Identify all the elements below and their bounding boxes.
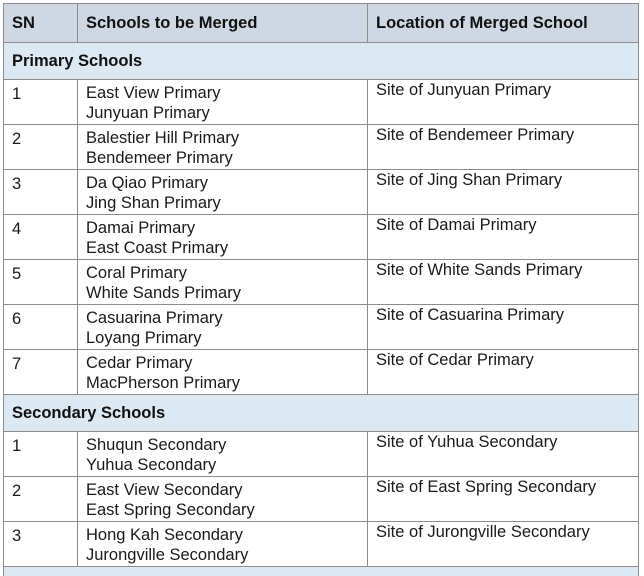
table-row [4, 522, 639, 567]
school-name: East View Secondary [86, 481, 243, 499]
table-row [4, 215, 639, 260]
school-name: Coral Primary [86, 264, 187, 282]
table-row [4, 350, 639, 395]
header-sn: SN [4, 4, 78, 43]
school-name: Cedar Primary [86, 354, 193, 372]
section-row-primary [4, 43, 639, 80]
row-sn: 5 [4, 260, 78, 305]
table-row [4, 125, 639, 170]
school-name: Junyuan Primary [86, 104, 210, 122]
school-name: Bendemeer Primary [86, 149, 233, 167]
row-schools [78, 432, 368, 477]
section-row-secondary [4, 395, 639, 432]
header-row [4, 4, 639, 43]
table-row [4, 80, 639, 125]
row-location: Site of Cedar Primary [368, 350, 639, 395]
row-sn: 2 [4, 477, 78, 522]
school-name: Shuqun Secondary [86, 436, 227, 454]
school-name: Jing Shan Primary [86, 194, 221, 212]
section-title: Primary Schools [4, 43, 639, 80]
row-location: Site of Jurongville Secondary [368, 522, 639, 567]
row-location: Site of Bendemeer Primary [368, 125, 639, 170]
row-sn: 1 [4, 80, 78, 125]
merger-table [3, 3, 639, 576]
row-location: Site of Junyuan Primary [368, 80, 639, 125]
school-name: White Sands Primary [86, 284, 241, 302]
header-location: Location of Merged School [368, 4, 639, 43]
row-sn: 7 [4, 350, 78, 395]
row-sn: 3 [4, 522, 78, 567]
row-location: Site of East Spring Secondary [368, 477, 639, 522]
school-name: Loyang Primary [86, 329, 202, 347]
school-name: Balestier Hill Primary [86, 129, 240, 147]
school-name: Hong Kah Secondary [86, 526, 243, 544]
school-name: MacPherson Primary [86, 374, 241, 392]
row-schools [78, 170, 368, 215]
row-schools [78, 260, 368, 305]
row-sn: 6 [4, 305, 78, 350]
row-schools [78, 477, 368, 522]
row-location: Site of Damai Primary [368, 215, 639, 260]
school-name: Yuhua Secondary [86, 456, 217, 474]
row-schools [78, 215, 368, 260]
row-schools [78, 80, 368, 125]
school-name: Jurongville Secondary [86, 546, 249, 564]
row-sn: 4 [4, 215, 78, 260]
school-name: Damai Primary [86, 219, 196, 237]
table-row [4, 305, 639, 350]
header-schools: Schools to be Merged [78, 4, 368, 43]
table-header [4, 4, 639, 43]
school-name: Da Qiao Primary [86, 174, 208, 192]
row-schools [78, 125, 368, 170]
school-name: East Coast Primary [86, 239, 229, 257]
row-schools [78, 350, 368, 395]
table-body [4, 43, 639, 576]
row-schools [78, 305, 368, 350]
section-row-cutoff [4, 567, 639, 576]
section-title: Secondary Schools [4, 395, 639, 432]
table-row [4, 260, 639, 305]
row-schools [78, 522, 368, 567]
row-location: Site of White Sands Primary [368, 260, 639, 305]
row-location: Site of Jing Shan Primary [368, 170, 639, 215]
table-row [4, 170, 639, 215]
row-sn: 2 [4, 125, 78, 170]
school-name: Casuarina Primary [86, 309, 223, 327]
row-sn: 1 [4, 432, 78, 477]
row-location: Site of Yuhua Secondary [368, 432, 639, 477]
table-row [4, 477, 639, 522]
row-sn: 3 [4, 170, 78, 215]
school-name: East View Primary [86, 84, 221, 102]
cutoff-cell [4, 567, 639, 576]
school-name: East Spring Secondary [86, 501, 255, 519]
table-row [4, 432, 639, 477]
row-location: Site of Casuarina Primary [368, 305, 639, 350]
